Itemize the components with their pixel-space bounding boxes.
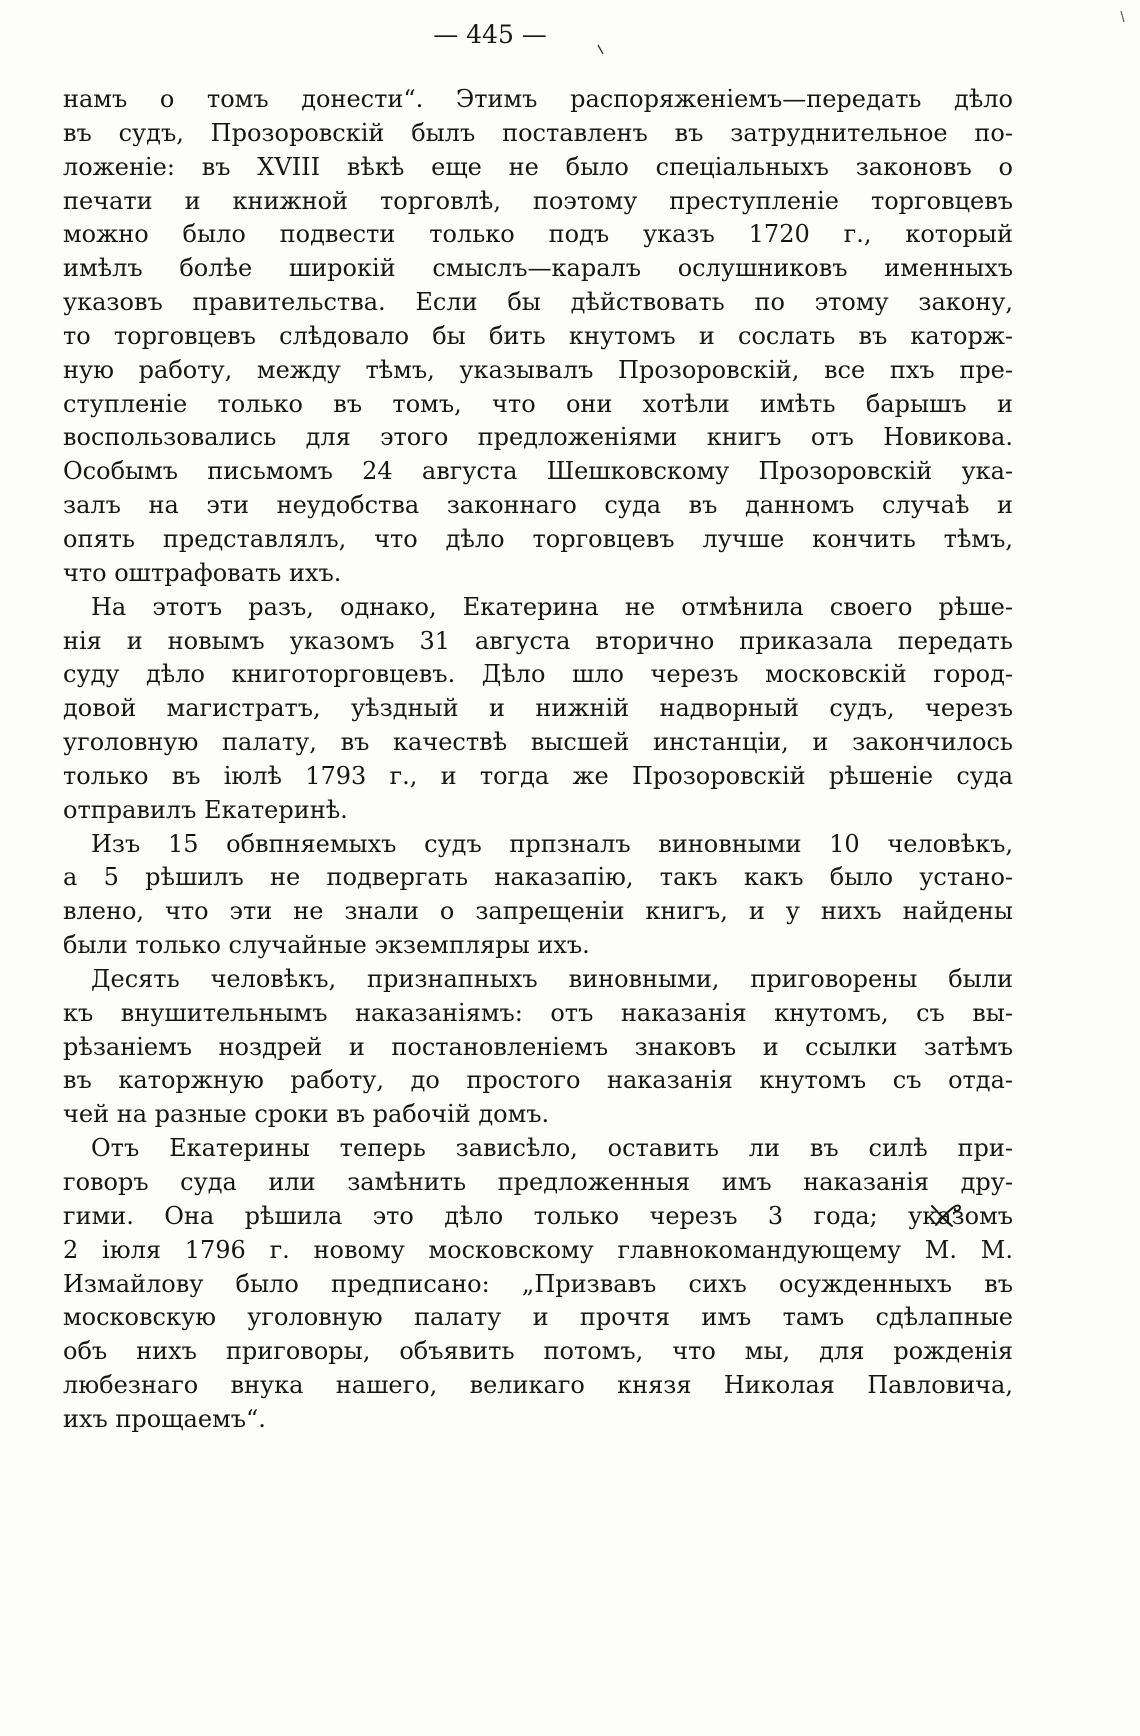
text-line: Десять человѣкъ, признапныхъ виновными, приговорены были [91, 964, 1013, 993]
paragraph [63, 828, 1013, 963]
text-line: ступленіе только въ томъ, что они хотѣли имѣть барышъ и [63, 389, 1013, 418]
text-line: опять представлялъ, что дѣло торговцевъ лучше кончить тѣмъ, [63, 524, 1013, 553]
text-line: въ судъ, Прозоровскій былъ поставленъ въ затруднительное по- [63, 118, 1013, 147]
text-line: рѣзаніемъ ноздрей и постановленіемъ знаковъ и ссылки затѣмъ [63, 1032, 1013, 1061]
text-line: объ нихъ приговоры, объявить потомъ, что мы, для рожденія [63, 1337, 1013, 1366]
text-line: ихъ прощаемъ“. [63, 1404, 266, 1433]
handwritten-x-icon [928, 1198, 964, 1232]
text-line: намъ о томъ донести“. Этимъ распоряженіемъ—передать дѣло [63, 85, 1013, 113]
page-number-header: — 445 — [433, 20, 547, 49]
text-line: то торговцевъ слѣдовало бы бить кнутомъ и сослать въ каторж- [63, 321, 1013, 350]
text-line: въ каторжную работу, до простого наказанія кнутомъ съ отда- [63, 1066, 1013, 1095]
text-line: залъ на эти неудобства законнаго суда въ данномъ случаѣ и [63, 491, 1013, 520]
text-line: любезнаго внука нашего, великаго князя Николая Павловича, [63, 1371, 1013, 1400]
text-line: Изъ 15 обвпняемыхъ судъ прпзналъ виновными 10 человѣкъ, [91, 829, 1013, 858]
text-line: воспользовались для этого предложеніями книгъ отъ Новикова. [63, 423, 1013, 452]
text-line: указовъ правительства. Если бы дѣйствовать по этому закону, [63, 288, 1013, 317]
text-line: нія и новымъ указомъ 31 августа вторично приказала передать [63, 626, 1013, 655]
scan-speck-icon [1118, 10, 1128, 24]
scan-speck-icon [596, 44, 606, 56]
text-line: можно было подвести только подъ указъ 1720 г., который [63, 220, 1013, 249]
text-line: ложеніе: въ XVIII вѣкѣ еще не было спеціальныхъ законовъ о [63, 152, 1013, 181]
text-line: чей на разные сроки въ рабочій домъ. [63, 1100, 550, 1129]
paragraph [63, 963, 1013, 1132]
text-line: печати и книжной торговлѣ, поэтому преступленіе торговцевъ [63, 186, 1013, 215]
text-line: Отъ Екатерины теперь зависѣло, оставить ли въ силѣ при- [91, 1134, 1013, 1163]
paragraph [63, 591, 1013, 828]
text-line: довой магистратъ, уѣздный и нижній надворный судъ, черезъ [63, 694, 1013, 723]
text-line: суду дѣло книготорговцевъ. Дѣло шло черезъ московскій город- [63, 660, 1013, 689]
paragraph [63, 83, 1013, 591]
text-line: На этотъ разъ, однако, Екатерина не отмѣнила своего рѣше- [91, 592, 1013, 621]
text-body [63, 83, 1013, 1437]
paragraph [63, 1132, 1013, 1437]
text-line: московскую уголовную палату и прочтя имъ тамъ сдѣлапные [63, 1303, 1013, 1332]
text-line: а 5 рѣшилъ не подвергать наказапію, такъ какъ было устано- [63, 863, 1013, 892]
text-line: Измайлову было предписано: „Призвавъ сихъ осужденныхъ въ [63, 1269, 1013, 1298]
text-line: влено, что эти не знали о запрещеніи книгъ, и у нихъ найдены [63, 897, 1013, 926]
text-line: Особымъ письмомъ 24 августа Шешковскому Прозоровскій ука- [63, 457, 1013, 486]
text-line: только въ іюлѣ 1793 г., и тогда же Прозоровскій рѣшеніе суда [63, 761, 1013, 790]
text-line: имѣлъ болѣе широкій смыслъ—каралъ ослушниковъ именныхъ [63, 254, 1013, 283]
text-line: говоръ суда или замѣнить предложенныя имъ наказанія дру- [63, 1168, 1013, 1196]
text-line: 2 іюля 1796 г. новому московскому главнокомандующему М. М. [63, 1235, 1013, 1264]
text-line: къ внушительнымъ наказаніямъ: отъ наказанія кнутомъ, съ вы- [63, 998, 1013, 1027]
text-line: что оштрафовать ихъ. [63, 558, 342, 587]
text-line: уголовную палату, въ качествѣ высшей инстанціи, и закончилось [63, 728, 1013, 757]
text-line: гими. Она рѣшила это дѣло только черезъ 3 года; указомъ [63, 1201, 1013, 1230]
text-line: ную работу, между тѣмъ, указывалъ Прозоровскій, все пхъ пре- [63, 355, 1013, 384]
text-line: были только случайные экземпляры ихъ. [63, 931, 590, 960]
text-line: отправилъ Екатеринѣ. [63, 795, 348, 824]
